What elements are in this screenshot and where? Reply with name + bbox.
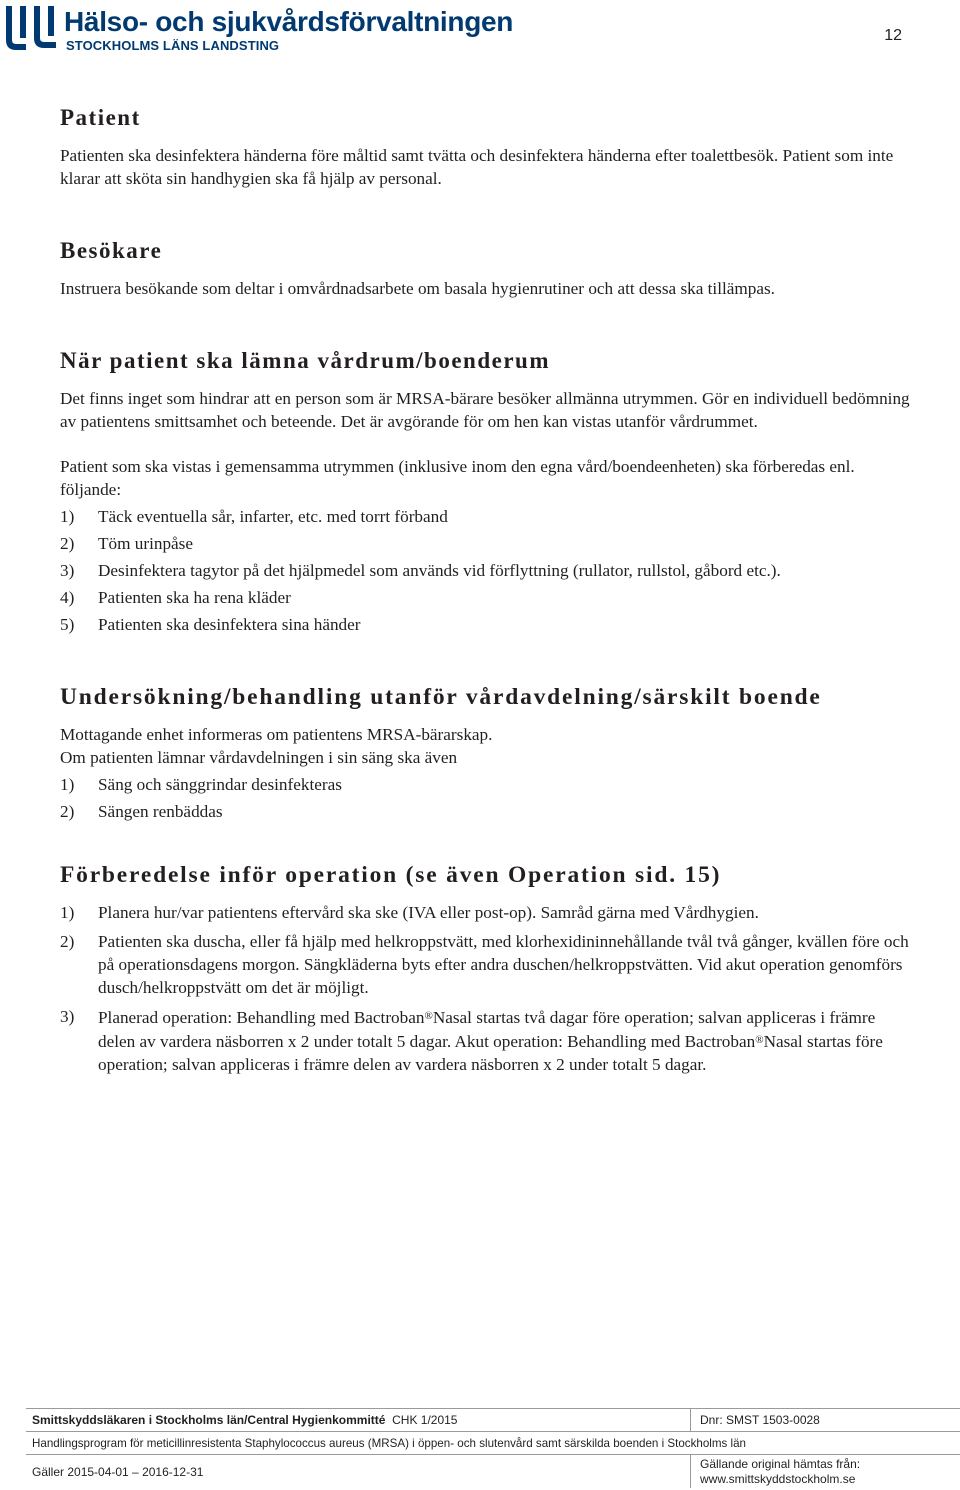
list-item: 3) Planerad operation: Behandling med Bactroban®Nasal startas två dagar före operation; salvan appliceras i främre delen av vardera näsborren x 2 under totalt 5 dagar. Akut operation: Behandling med Bactroban®Nasal startas före operation; salvan appliceras i främre delen av vardera näsborren x 2 under totalt 5 dagar.: [60, 1007, 883, 1074]
list-item: 2) Patienten ska duscha, eller få hjälp med helkroppstvätt, med klorhexidininnehållande tvål två gånger, kvällen före och på operationsdagens morgon. Sängkläderna byts efter andra duschen/helkroppstvätten. Vid akut operation genomförs dusch/helkroppstvätt om det är möjligt.: [60, 932, 909, 997]
section-heading: Undersökning/behandling utanför vårdavdelning/särskilt boende: [60, 684, 822, 710]
list-item: 1) Säng och sänggrindar desinfekteras: [60, 775, 342, 794]
page-footer: [26, 1408, 960, 1489]
registered-mark: ®: [755, 1034, 764, 1046]
footer-original-source: Gällande original hämtas från: www.smittskyddstockholm.se: [700, 1456, 861, 1486]
list-item: 2) Töm urinpåse: [60, 534, 193, 553]
page-number: 12: [884, 27, 902, 44]
section-undersokning: [60, 682, 910, 823]
section-heading: Besökare: [60, 238, 163, 263]
paragraph: Om patienten lämnar vårdavdelningen i sin säng ska även: [60, 748, 458, 767]
paragraph: Patienten ska desinfektera händerna före måltid samt tvätta och desinfektera händerna efter toalettbesök. Patient som inte klarar att sköta sin handhygien ska få hjälp av personal.: [60, 146, 894, 188]
footer-program: Handlingsprogram för meticillinresistenta Staphylococcus aureus (MRSA) i öppen- och slutenvård samt särskilda boenden i Stockholms län: [32, 1436, 746, 1450]
section-heading: När patient ska lämna vårdrum/boenderum: [60, 348, 550, 373]
footer-dnr: Dnr: SMST 1503-0028: [700, 1413, 820, 1427]
section-heading: Förberedelse inför operation (se även Operation sid. 15): [60, 862, 722, 888]
paragraph: Patient som ska vistas i gemensamma utrymmen (inklusive inom den egna vård/boendeenheten) ska förberedas enl. följande:: [60, 457, 855, 499]
section-heading: Patient: [60, 105, 141, 130]
list-item: 1) Täck eventuella sår, infarter, etc. med torrt förband: [60, 507, 448, 526]
preparation-list: [60, 505, 910, 636]
section-patient: [60, 103, 910, 190]
list-item: 3) Desinfektera tagytor på det hjälpmedel som används vid förflyttning (rullator, rullstol, gåbord etc.).: [60, 561, 781, 580]
list-item: 1) Planera hur/var patientens eftervård ska ske (IVA eller post-op). Samråd gärna med Vårdhygien.: [60, 903, 759, 922]
landsting-logo-icon: [4, 4, 60, 52]
page-header: [0, 0, 960, 70]
paragraph: Det finns inget som hindrar att en person som är MRSA-bärare besöker allmänna utrymmen. Gör en individuell bedömning av patientens smittsamhet och beteende. Det är avgörande för om hen kan vistas utanför vårdrummet.: [60, 389, 910, 431]
list-item: 5) Patienten ska desinfektera sina händer: [60, 615, 361, 634]
logo-subtitle: STOCKHOLMS LÄNS LANDSTING: [66, 38, 280, 53]
registered-mark: ®: [424, 1010, 433, 1022]
list-item: 4) Patienten ska ha rena kläder: [60, 588, 291, 607]
list-item: 2) Sängen renbäddas: [60, 802, 223, 821]
footer-author: Smittskyddsläkaren i Stockholms län/Central Hygienkommitté CHK 1/2015: [32, 1413, 458, 1427]
logo-title: Hälso- och sjukvårdsförvaltningen: [64, 6, 514, 37]
section-lamna-vardrum: [60, 346, 910, 636]
section-besokare: [60, 236, 910, 300]
document-body: [60, 103, 910, 1076]
footer-valid-dates: Gäller 2015-04-01 – 2016-12-31: [32, 1464, 204, 1479]
section-operation: [60, 860, 910, 1076]
paragraph: Instruera besökande som deltar i omvårdnadsarbete om basala hygienrutiner och att dessa ska tillämpas.: [60, 279, 775, 298]
operation-list: [60, 901, 910, 1076]
paragraph: Mottagande enhet informeras om patientens MRSA-bärarskap.: [60, 725, 493, 744]
bed-list: [60, 773, 910, 823]
